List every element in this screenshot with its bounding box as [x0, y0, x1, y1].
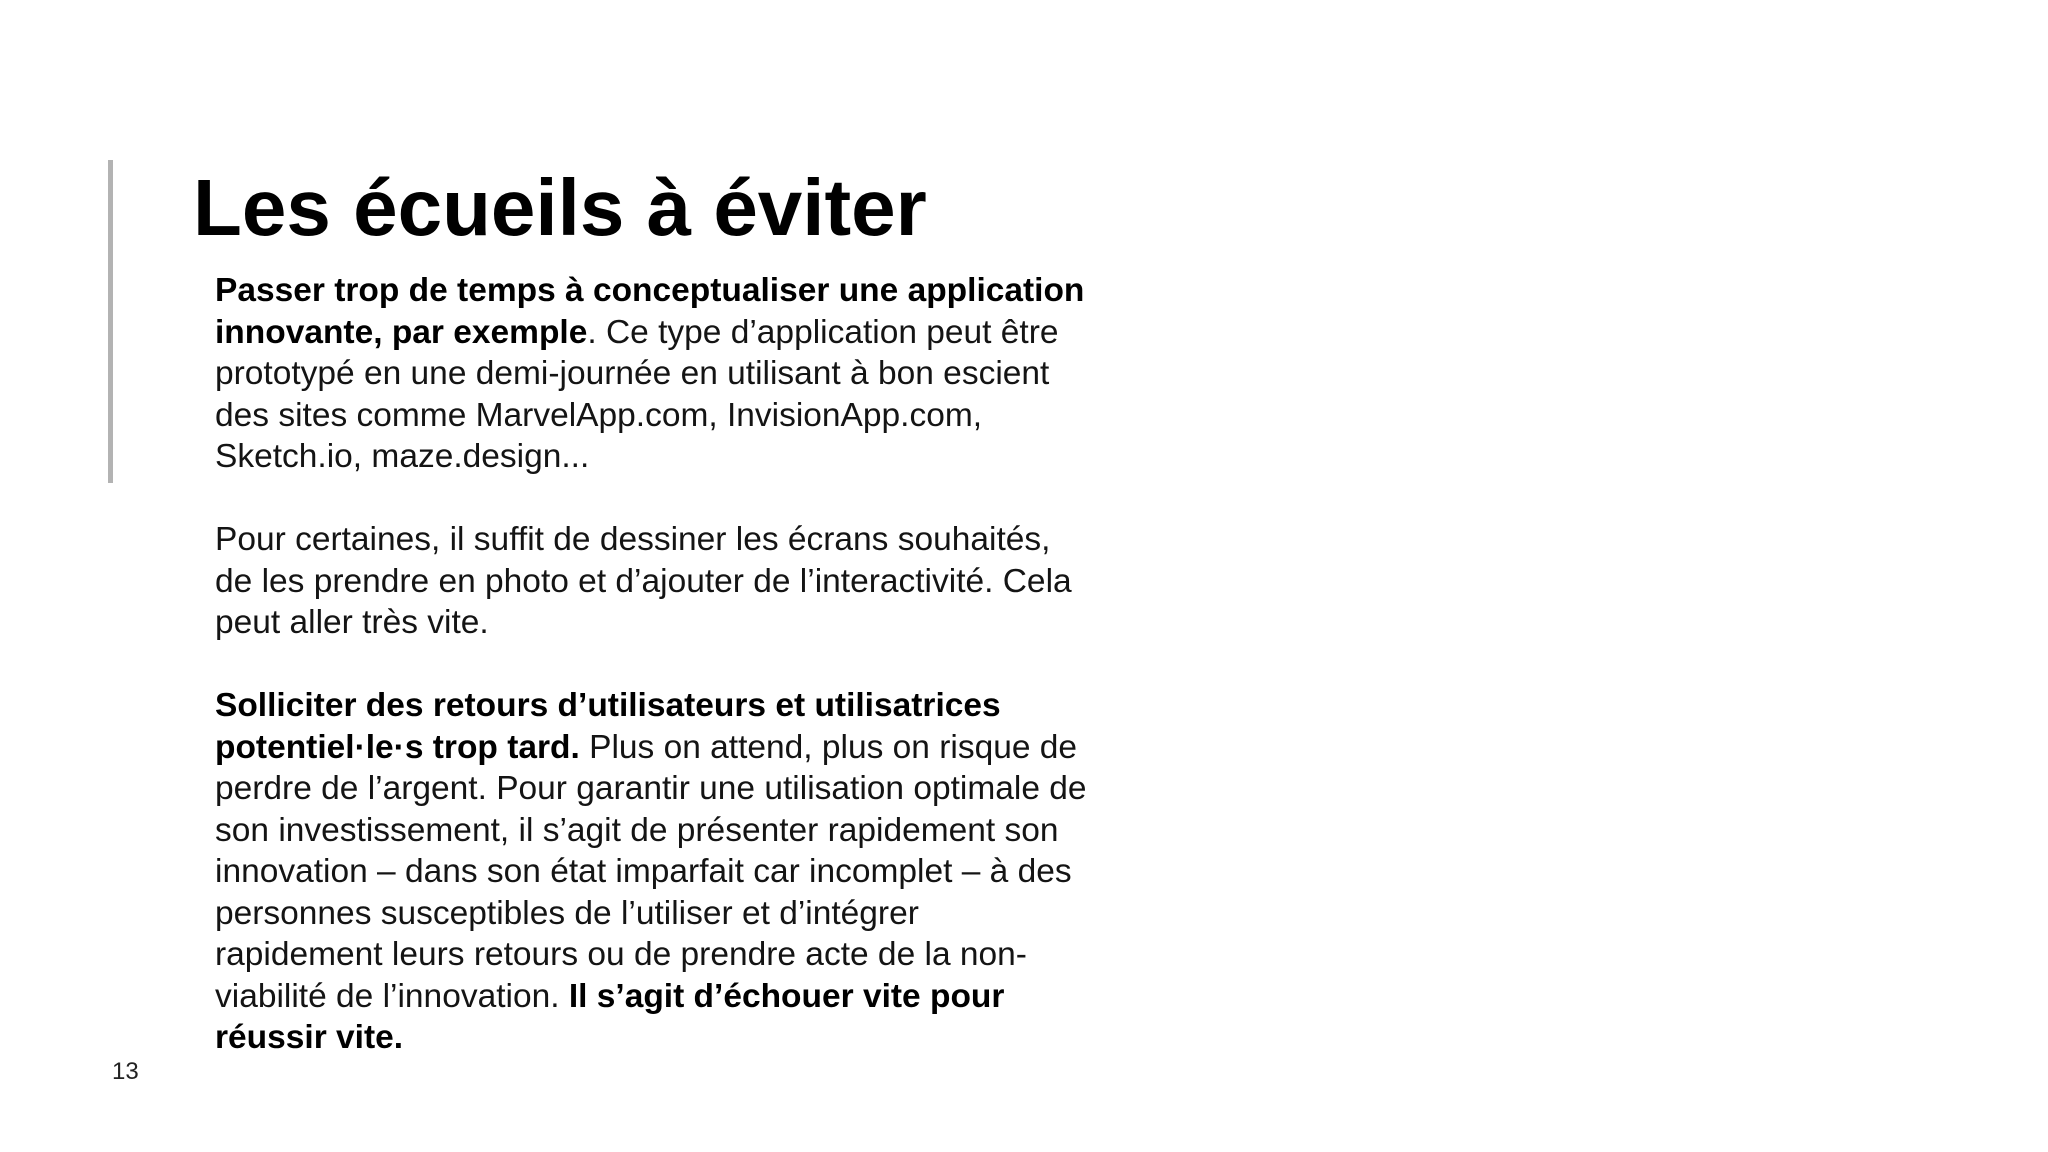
paragraph-3-text: Plus on attend, plus on risque de perdre de l’argent. Pour garantir une utilisation optimale de son investissement, il s’agit de présenter rapidement son innovation – dans son état imparfait car incomplet – à des personnes susceptibles de l’utiliser et d’intégrer rapidement leurs retours ou de prendre acte de la non-viabilité de l’innovation.: [215, 728, 1087, 1015]
paragraph-1: [215, 270, 1095, 478]
slide-body: [215, 270, 1095, 1059]
paragraph-1-bold-lead: Passer trop de temps à conceptualiser une application innovante, par exemple: [215, 272, 1085, 351]
paragraph-3: [215, 685, 1095, 1059]
paragraph-3-bold-lead: Solliciter des retours d’utilisateurs et utilisatrices potentiel·le·s trop tard.: [215, 687, 1001, 766]
paragraph-1-text: . Ce type d’application peut être prototypé en une demi-journée en utilisant à bon escient des sites comme MarvelApp.com, InvisionApp.com, Sketch.io, maze.design...: [215, 313, 1059, 475]
paragraph-2-text: Pour certaines, il suffit de dessiner les écrans souhaités, de les prendre en photo et d’ajouter de l’interactivité. Cela peut aller très vite.: [215, 521, 1072, 641]
page-number: 13: [112, 1058, 139, 1085]
paragraph-2: [215, 519, 1095, 644]
accent-bar: [108, 160, 113, 483]
slide-title: Les écueils à éviter: [193, 163, 927, 252]
paragraph-3-bold-tail: Il s’agit d’échouer vite pour réussir vite.: [215, 977, 1005, 1056]
